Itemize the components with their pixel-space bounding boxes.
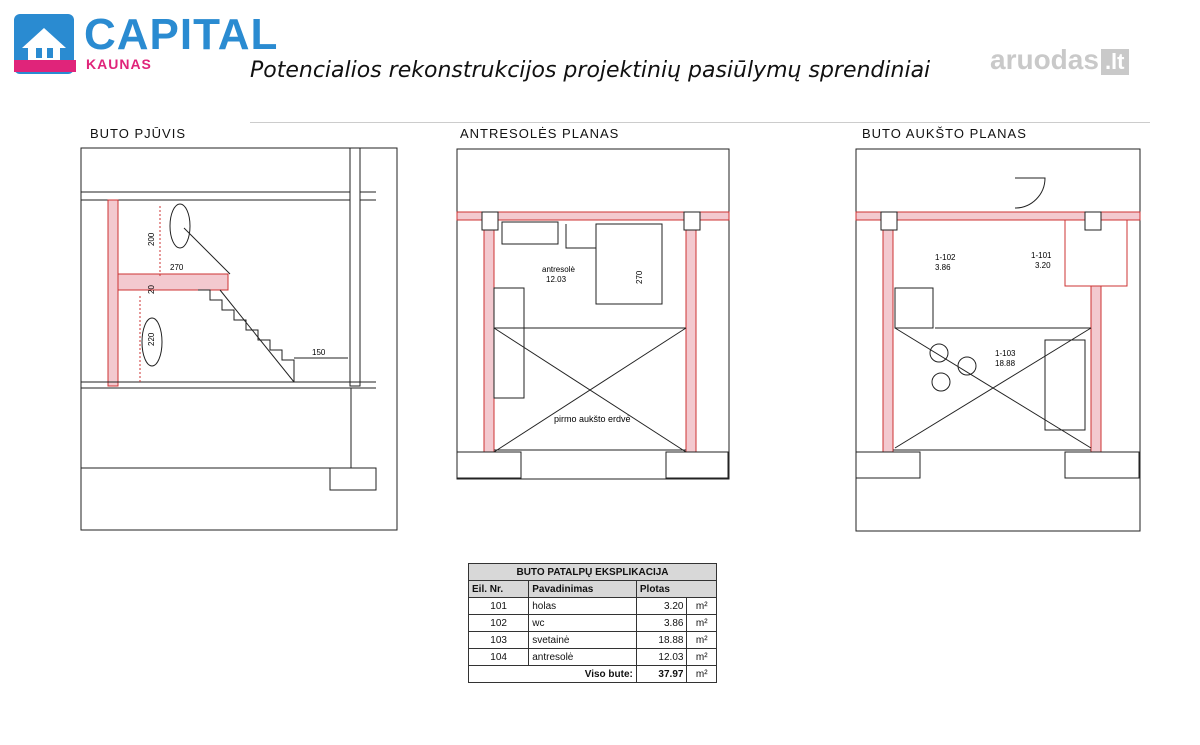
dim-label: 200 — [147, 232, 156, 246]
table-row: 102 wc 3.86 m² — [469, 615, 717, 632]
void-label: pirmo aukšto erdvė — [554, 414, 631, 424]
logo-sub: KAUNAS — [86, 56, 152, 72]
room-area: 3.86 — [935, 263, 951, 272]
dim-label: 20 — [147, 285, 156, 294]
explication-table — [468, 563, 717, 683]
table-row: 104 antresolė 12.03 m² — [469, 649, 717, 666]
room-area: 18.88 — [995, 359, 1016, 368]
section-drawing — [80, 146, 400, 532]
room-code: 1-103 — [995, 349, 1016, 358]
bed-dim: 270 — [635, 270, 644, 284]
room-area: 3.20 — [1035, 261, 1051, 270]
section-title: BUTO PJŪVIS — [90, 126, 187, 141]
table-caption: BUTO PATALPŲ EKSPLIKACIJA — [469, 564, 717, 581]
col-header: Pavadinimas — [529, 581, 637, 598]
dim-label: 150 — [312, 348, 326, 357]
room-area: 12.03 — [546, 275, 567, 284]
table-row: 103 svetainė 18.88 m² — [469, 632, 717, 649]
dim-label: 220 — [147, 332, 156, 346]
mezzanine-drawing — [456, 148, 730, 482]
col-header: Eil. Nr. — [469, 581, 529, 598]
col-header: Plotas — [636, 581, 716, 598]
floor-drawing — [855, 148, 1141, 532]
floor-title: BUTO AUKŠTO PLANAS — [862, 126, 1027, 141]
divider — [250, 122, 1150, 123]
watermark: aruodas .lt — [990, 44, 1129, 76]
room-code: 1-101 — [1031, 251, 1052, 260]
dim-label: 270 — [170, 263, 184, 272]
room-name: antresolė — [542, 265, 575, 274]
logo-word: CAPITAL — [84, 10, 279, 59]
table-total-row: Viso bute: 37.97 m² — [469, 666, 717, 683]
room-code: 1-102 — [935, 253, 956, 262]
page-title: Potencialios rekonstrukcijos projektinių pasiūlymų sprendiniai — [250, 58, 931, 83]
logo-bar — [14, 60, 76, 72]
mezzanine-title: ANTRESOLĖS PLANAS — [460, 126, 620, 141]
table-row: 101 holas 3.20 m² — [469, 598, 717, 615]
